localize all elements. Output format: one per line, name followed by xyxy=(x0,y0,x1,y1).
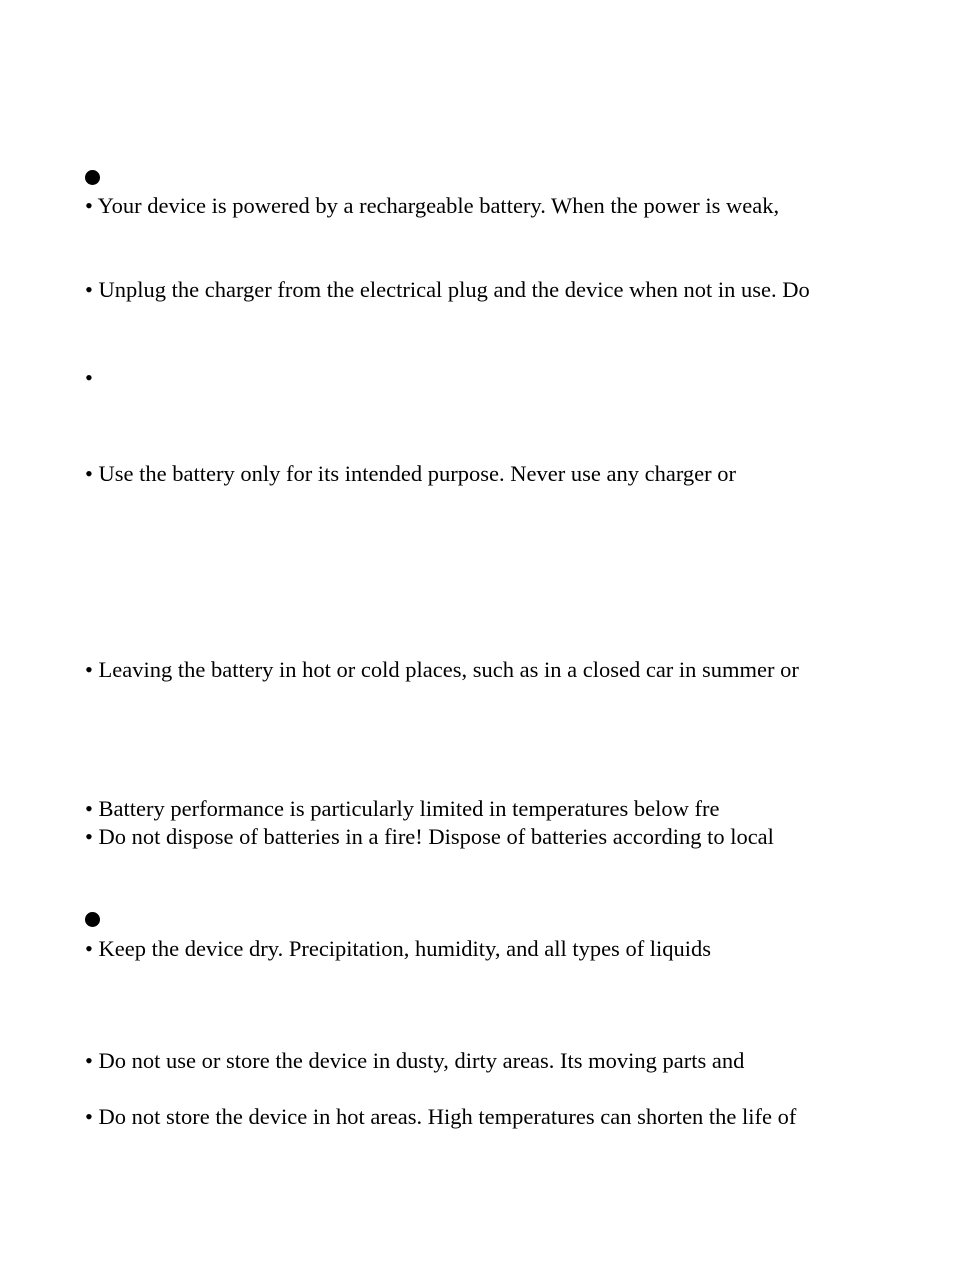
battery-line-2: • Unplug the charger from the electrical plug and the device when not in use. Do xyxy=(85,277,810,302)
care-line-1: • Keep the device dry. Precipitation, humidity, and all types of liquids xyxy=(85,936,712,961)
battery-line-3: • xyxy=(85,365,93,390)
section-bullet-battery xyxy=(85,170,100,185)
battery-line-5: • Leaving the battery in hot or cold places, such as in a closed car in summer or xyxy=(85,657,799,682)
battery-line-6: • Battery performance is particularly limited in temperatures below fre xyxy=(85,796,720,821)
care-line-3: • Do not store the device in hot areas. High temperatures can shorten the life of xyxy=(85,1104,797,1129)
care-line-2: • Do not use or store the device in dusty, dirty areas. Its moving parts and xyxy=(85,1048,745,1073)
battery-line-7: • Do not dispose of batteries in a fire! Dispose of batteries according to local xyxy=(85,824,774,849)
battery-line-1: • Your device is powered by a rechargeable battery. When the power is weak, xyxy=(85,193,780,218)
section-bullet-care xyxy=(85,912,100,927)
battery-line-4: • Use the battery only for its intended purpose. Never use any charger or xyxy=(85,461,737,486)
